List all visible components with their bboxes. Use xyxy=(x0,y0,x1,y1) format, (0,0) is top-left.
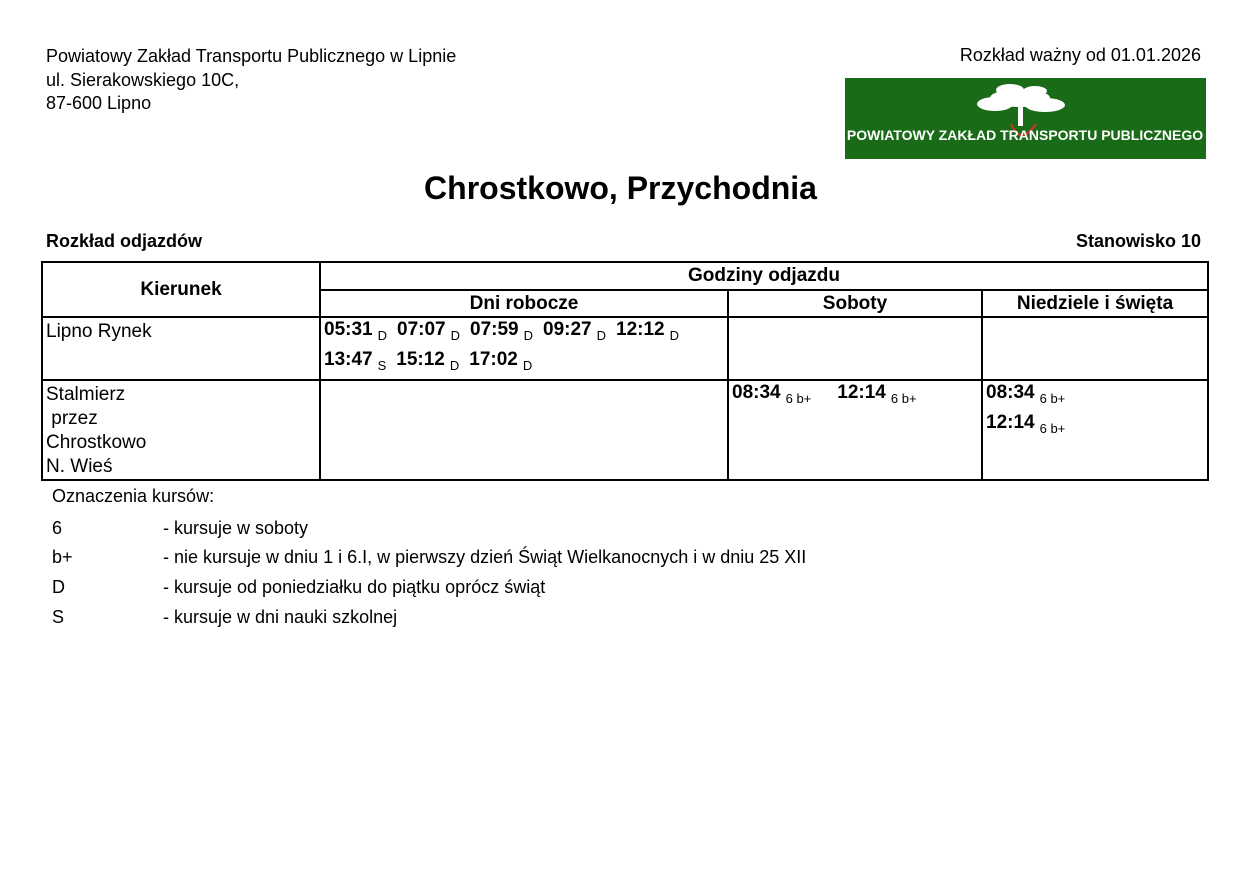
weekdays-cell xyxy=(320,317,728,380)
departure-entry xyxy=(616,319,679,341)
departure-marker: D xyxy=(522,358,533,373)
organization-address xyxy=(46,45,456,116)
sundays-cell xyxy=(982,380,1208,480)
departure-time: 12:14 xyxy=(986,412,1035,433)
departure-marker: 6 b+ xyxy=(1039,391,1066,406)
company-logo xyxy=(845,78,1206,159)
header-weekdays: Dni robocze xyxy=(320,290,728,317)
logo-text: POWIATOWY ZAKŁAD TRANSPORTU PUBLICZNEGO xyxy=(846,127,1204,143)
organization-city: 87-600 Lipno xyxy=(46,93,152,113)
header-saturdays: Soboty xyxy=(728,290,982,317)
departure-entry xyxy=(469,349,532,371)
departure-marker: D xyxy=(450,328,460,343)
legend-description: - kursuje w soboty xyxy=(163,518,309,538)
departure-time: 07:07 xyxy=(397,319,446,340)
legend-code: 6 xyxy=(52,518,63,538)
legend-code: S xyxy=(52,607,65,627)
departure-marker: 6 b+ xyxy=(1039,421,1066,436)
direction-line: Chrostkowo xyxy=(46,432,147,453)
departure-time: 13:47 xyxy=(324,349,373,370)
table-row xyxy=(42,380,1208,480)
direction-line: Stalmierz xyxy=(46,384,126,405)
departure-marker: D xyxy=(523,328,533,343)
departure-entry xyxy=(837,382,916,404)
departure-entry xyxy=(470,319,533,341)
departure-time: 12:12 xyxy=(616,319,665,340)
legend-code: b+ xyxy=(52,547,73,567)
departure-entry xyxy=(986,412,1065,434)
legend-title: Oznaczenia kursów: xyxy=(52,486,215,506)
departure-marker: D xyxy=(449,358,460,373)
departure-marker: D xyxy=(669,328,679,343)
weekdays-cell xyxy=(320,380,728,480)
departure-entry xyxy=(732,382,811,404)
table-body xyxy=(42,317,1208,480)
departure-entry xyxy=(543,319,606,341)
departure-marker: 6 b+ xyxy=(890,391,917,406)
schedule-label: Rozkład odjazdów xyxy=(46,231,203,251)
saturdays-cell xyxy=(728,317,982,380)
stop-title: Chrostkowo, Przychodnia xyxy=(424,170,817,206)
header-departures: Godziny odjazdu xyxy=(320,262,1208,290)
departure-time: 17:02 xyxy=(469,349,518,370)
saturdays-cell xyxy=(728,380,982,480)
departure-line xyxy=(986,412,1207,442)
validity-date: Rozkład ważny od 01.01.2026 xyxy=(959,45,1201,65)
departure-marker: S xyxy=(377,358,387,373)
departure-line xyxy=(324,349,727,379)
departure-marker: D xyxy=(596,328,606,343)
departure-entry xyxy=(397,319,460,341)
direction-line: Lipno Rynek xyxy=(46,321,152,342)
platform-label: Stanowisko 10 xyxy=(1075,231,1201,251)
departure-entry xyxy=(324,349,386,371)
legend-code: D xyxy=(52,577,65,597)
departure-entry xyxy=(986,382,1065,404)
sundays-cell xyxy=(982,317,1208,380)
direction-cell xyxy=(42,317,320,380)
departure-marker: D xyxy=(377,328,387,343)
departure-marker: 6 b+ xyxy=(785,391,812,406)
logo-graphic xyxy=(845,78,1206,159)
header-direction: Kierunek xyxy=(42,262,320,317)
departure-time: 15:12 xyxy=(396,349,445,370)
direction-cell xyxy=(42,380,320,480)
departure-time: 12:14 xyxy=(837,382,886,403)
table-row xyxy=(42,317,1208,380)
departure-time: 05:31 xyxy=(324,319,373,340)
legend-description: - nie kursuje w dniu 1 i 6.I, w pierwszy dzień Świąt Wielkanocnych i w dniu 25 XII xyxy=(163,547,807,567)
direction-line: N. Wieś xyxy=(46,456,113,477)
organization-street: ul. Sierakowskiego 10C, xyxy=(46,69,240,90)
departure-line xyxy=(732,382,981,412)
departure-line xyxy=(324,319,727,349)
departure-time: 08:34 xyxy=(732,382,781,403)
legend-description: - kursuje od poniedziałku do piątku oprócz świąt xyxy=(163,577,546,597)
header-sundays: Niedziele i święta xyxy=(982,290,1208,317)
departure-time: 07:59 xyxy=(470,319,519,340)
legend-description: - kursuje w dni nauki szkolnej xyxy=(163,607,398,627)
departure-entry xyxy=(324,319,387,341)
organization-name: Powiatowy Zakład Transportu Publicznego w Lipnie xyxy=(46,46,457,66)
departure-table xyxy=(41,261,1209,481)
departure-entry xyxy=(396,349,459,371)
departure-line xyxy=(986,382,1207,412)
departure-time: 09:27 xyxy=(543,319,592,340)
direction-line: przez xyxy=(46,408,98,429)
departure-time: 08:34 xyxy=(986,382,1035,403)
